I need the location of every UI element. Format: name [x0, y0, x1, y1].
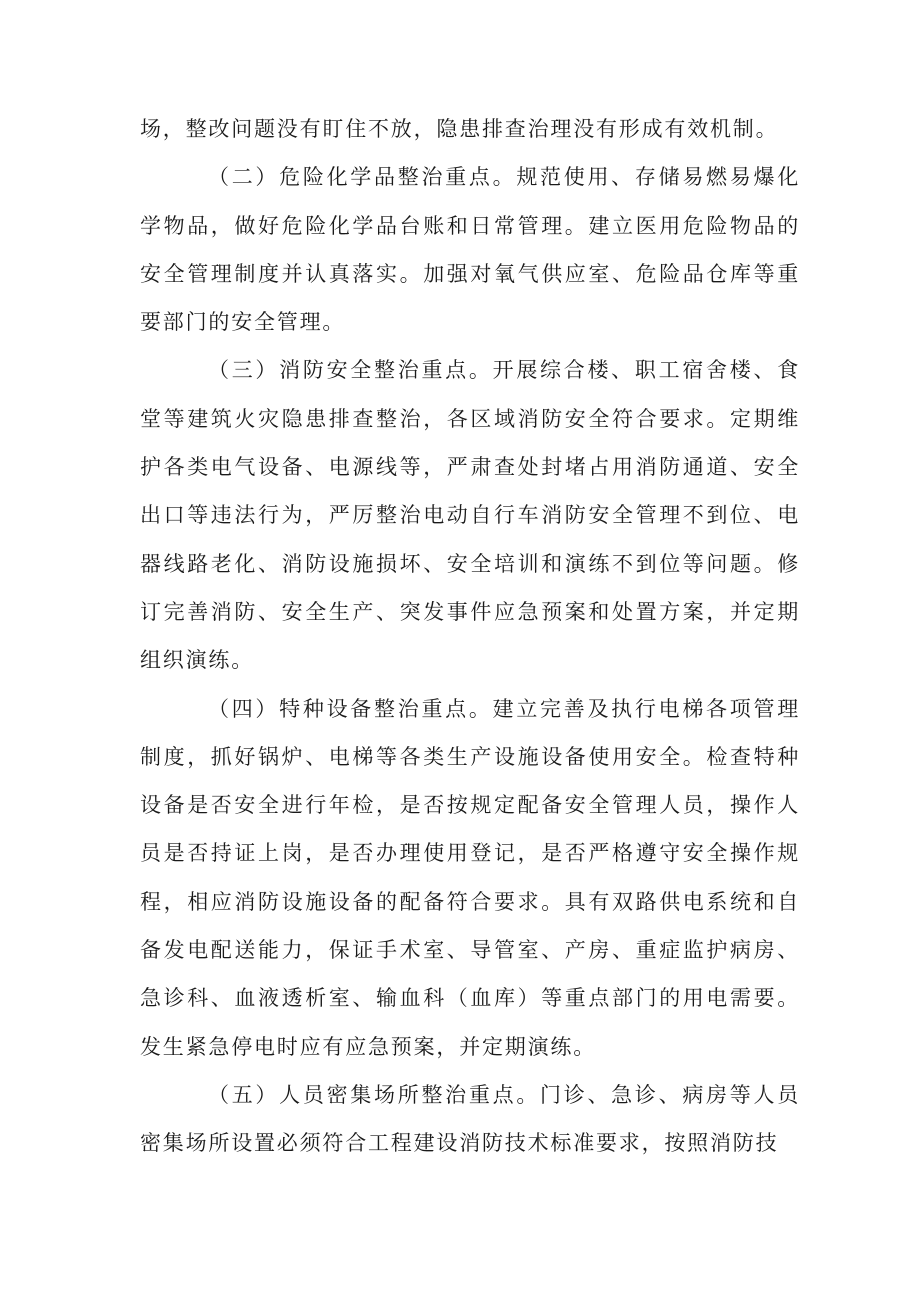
paragraph-special-equipment: （四）特种设备整治重点。建立完善及执行电梯各项管理制度，抓好锅炉、电梯等各类生产设施设备使用安全。检查特种设备是否安全进行年检，是否按规定配备安全管理人员，操作人员是否持证上岗，是否办理使用登记，是否严格遵守安全操作规程，相应消防设施设备的配备符合要求。具有双路供电系统和自备发电配送能力，保证手术室、导管室、产房、重症监护病房、急诊科、血液透析室、输血科（血库）等重点部门的用电需要。发生紧急停电时应有应急预案，并定期演练。 — [140, 696, 800, 1059]
document-body — [140, 105, 800, 1168]
paragraph-continuation: 场，整改问题没有盯住不放，隐患排查治理没有形成有效机制。 — [140, 117, 779, 141]
paragraph-hazardous-chemicals: （二）危险化学品整治重点。规范使用、存储易燃易爆化学物品，做好危险化学品台账和日常管理。建立医用危险物品的安全管理制度并认真落实。加强对氧气供应室、危险品仓库等重要部门的安全管理。 — [140, 165, 800, 335]
paragraph-crowded-places: （五）人员密集场所整治重点。门诊、急诊、病房等人员密集场所设置必须符合工程建设消防技术标准要求，按照消防技 — [140, 1082, 800, 1156]
paragraph-fire-safety: （三）消防安全整治重点。开展综合楼、职工宿舍楼、食堂等建筑火灾隐患排查整治，各区域消防安全符合要求。定期维护各类电气设备、电源线等，严肃查处封堵占用消防通道、安全出口等违法行为，严厉整治电动自行车消防安全管理不到位、电器线路老化、消防设施损坏、安全培训和演练不到位等问题。修订完善消防、安全生产、突发事件应急预案和处置方案，并定期组织演练。 — [140, 358, 800, 673]
